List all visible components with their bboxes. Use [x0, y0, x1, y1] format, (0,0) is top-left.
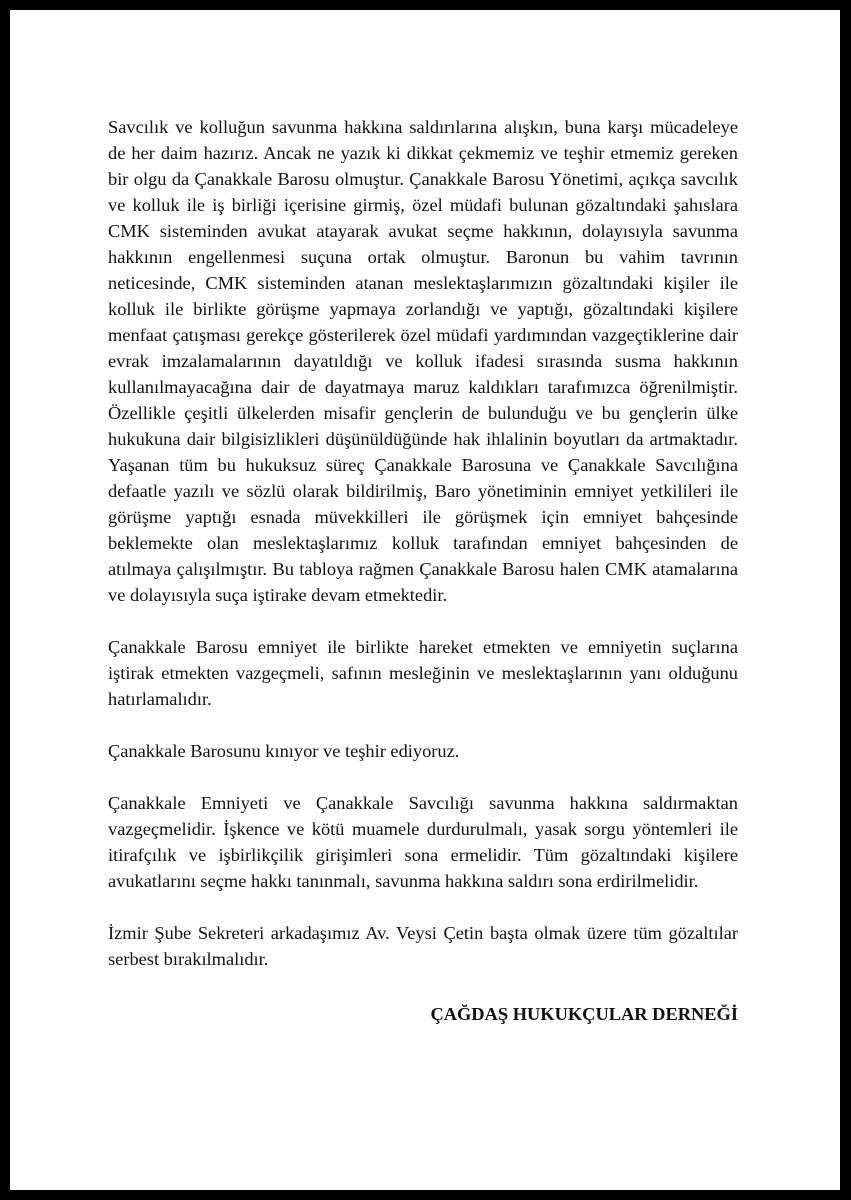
document-body: [108, 114, 738, 972]
signature: ÇAĞDAŞ HUKUKÇULAR DERNEĞİ: [430, 1004, 738, 1024]
paragraph-condemnation: Çanakkale Barosunu kınıyor ve teşhir ediyoruz.: [108, 741, 460, 761]
paragraph-release-call: İzmir Şube Sekreteri arkadaşımız Av. Veysi Çetin başta olmak üzere tüm gözaltılar serbest bırakılmalıdır.: [108, 923, 738, 969]
paragraph-statement: Savcılık ve kolluğun savunma hakkına saldırılarına alışkın, buna karşı mücadeleye de her daim hazırız. Ancak ne yazık ki dikkat çekmemiz ve teşhir etmemiz gereken bir olgu da Çanakkale Barosu olmuştur. Çanakkale Barosu Yönetimi, açıkça savcılık ve kolluk ile iş birliği içerisine girmiş, özel müdafi bulunan gözaltındaki şahıslara CMK sisteminden avukat atayarak avukat seçme hakkının, dolayısıyla savunma hakkının engellenmesi suçuna ortak olmuştur. Baronun bu vahim tavrının neticesinde, CMK sisteminden atanan meslektaşlarımızın gözaltındaki kişiler ile kolluk ile birlikte görüşme yapmaya zorlandığı ve yaptığı, gözaltındaki kişilere menfaat çatışması gerekçe gösterilerek özel müdafi yardımından vazgeçtiklerine dair evrak imzalamalarının dayatıldığı ve kolluk ifadesi sırasında susma hakkının kullanılmayacağına dair de dayatmaya maruz kaldıkları tarafımızca öğrenilmiştir. Özellikle çeşitli ülkelerden misafir gençlerin de bulunduğu ve bu gençlerin ülke hukukuna dair bilgisizlikleri düşünüldüğünde hak ihlalinin boyutları da artmaktadır. Yaşanan tüm bu hukuksuz süreç Çanakkale Barosuna ve Çanakkale Savcılığına defaatle yazılı ve sözlü olarak bildirilmiş, Baro yönetiminin emniyet yetkilileri ile görüşme yaptığı esnada müvekkilleri ile görüşmek için emniyet bahçesinde beklemekte olan meslektaşlarımız kolluk tarafından emniyet bahçesinden de atılmaya çalışılmıştır. Bu tabloya rağmen Çanakkale Barosu halen CMK atamalarına ve dolayısıyla suça iştirake devam etmektedir.: [108, 117, 738, 605]
paragraph-demands: Çanakkale Emniyeti ve Çanakkale Savcılığı savunma hakkına saldırmaktan vazgeçmelidir. İşkence ve kötü muamele durdurulmalı, yasak sorgu yöntemleri ile itirafçılık ve işbirlikçilik girişimleri sona ermelidir. Tüm gözaltındaki kişilere avukatlarını seçme hakkı tanınmalı, savunma hakkına saldırı sona erdirilmelidir.: [108, 793, 738, 891]
paragraph-call-to-bar: Çanakkale Barosu emniyet ile birlikte hareket etmekten ve emniyetin suçlarına iştirak etmekten vazgeçmeli, safının mesleğinin ve meslektaşlarının yanı olduğunu hatırlamalıdır.: [108, 637, 738, 709]
document-page: [10, 10, 840, 1190]
